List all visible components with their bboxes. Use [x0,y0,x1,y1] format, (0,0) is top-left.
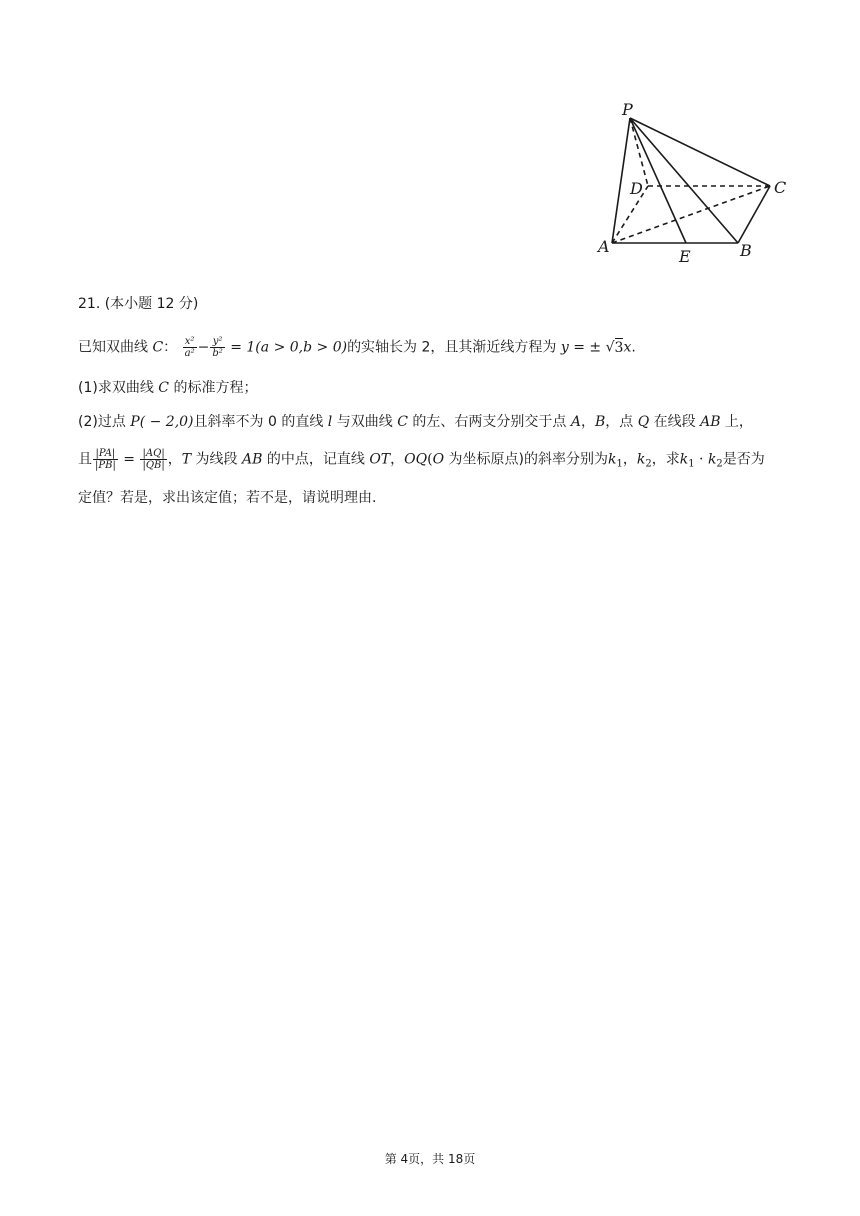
part-2-line-1: (2)过点 P( − 2,0)且斜率不为 0 的直线 l 与双曲线 C 的左、右两支分别交于点 A，B，点 Q 在线段 AB 上， [78,414,753,430]
pyramid-figure [590,98,800,273]
fraction-PA-PB: $\frac{|PA|}{|PB|}$ [95,448,116,471]
label-A: A [598,237,610,256]
asymptote-x: x [623,339,632,356]
label-E: E [679,247,691,266]
label-P: P [622,100,633,119]
edge-PA [612,118,630,243]
part-2-line-3: 定值？若是，求出该定值；若不是，请说明理由. [78,490,377,506]
problem-intro [78,336,636,359]
minus-sign: − [197,339,210,356]
label-B: B [740,241,752,260]
part-1: (1)求双曲线 C 的标准方程； [78,380,258,396]
fraction-AQ-QB: $\frac{|AQ|}{|QB|}$ [142,448,165,471]
equation-tail: = 1(a > 0,b > 0) [225,339,348,356]
asymptote-lhs: y = ± [560,339,606,356]
page-footer: 第 4页，共 18页 [384,1152,476,1166]
sqrt-3: √3 [605,339,624,356]
intro-end: . [631,339,636,356]
pyramid-diagram [590,98,800,273]
fraction-x2-a2: $\frac{\text{x²}}{\text{a²}}$ [184,336,195,359]
colon: ： [163,339,178,356]
curve-symbol: C [152,339,164,356]
intro-text-2: 的实轴长为 2，且其渐近线方程为 [347,339,561,356]
part-2-line-2: 且 $\frac{|PA|}{|PB|}$ = $\frac{|AQ|}{|QB|}$ ，T 为线段 AB 的中点，记直线 OT，OQ(O 为坐标原点)的斜率分别为$k_1$，$k_2$，求$k_1 \cdot k_2$是否为 [78,448,765,471]
label-D: D [630,179,643,198]
intro-text-1: 已知双曲线 [78,339,153,356]
edge-BC [738,186,770,243]
problem-header: 21. (本小题 12 分) [78,296,199,312]
label-C: C [774,178,787,197]
edge-PC [630,118,770,186]
fraction-y2-b2: $\frac{\text{y²}}{\text{b²}}$ [212,336,223,359]
